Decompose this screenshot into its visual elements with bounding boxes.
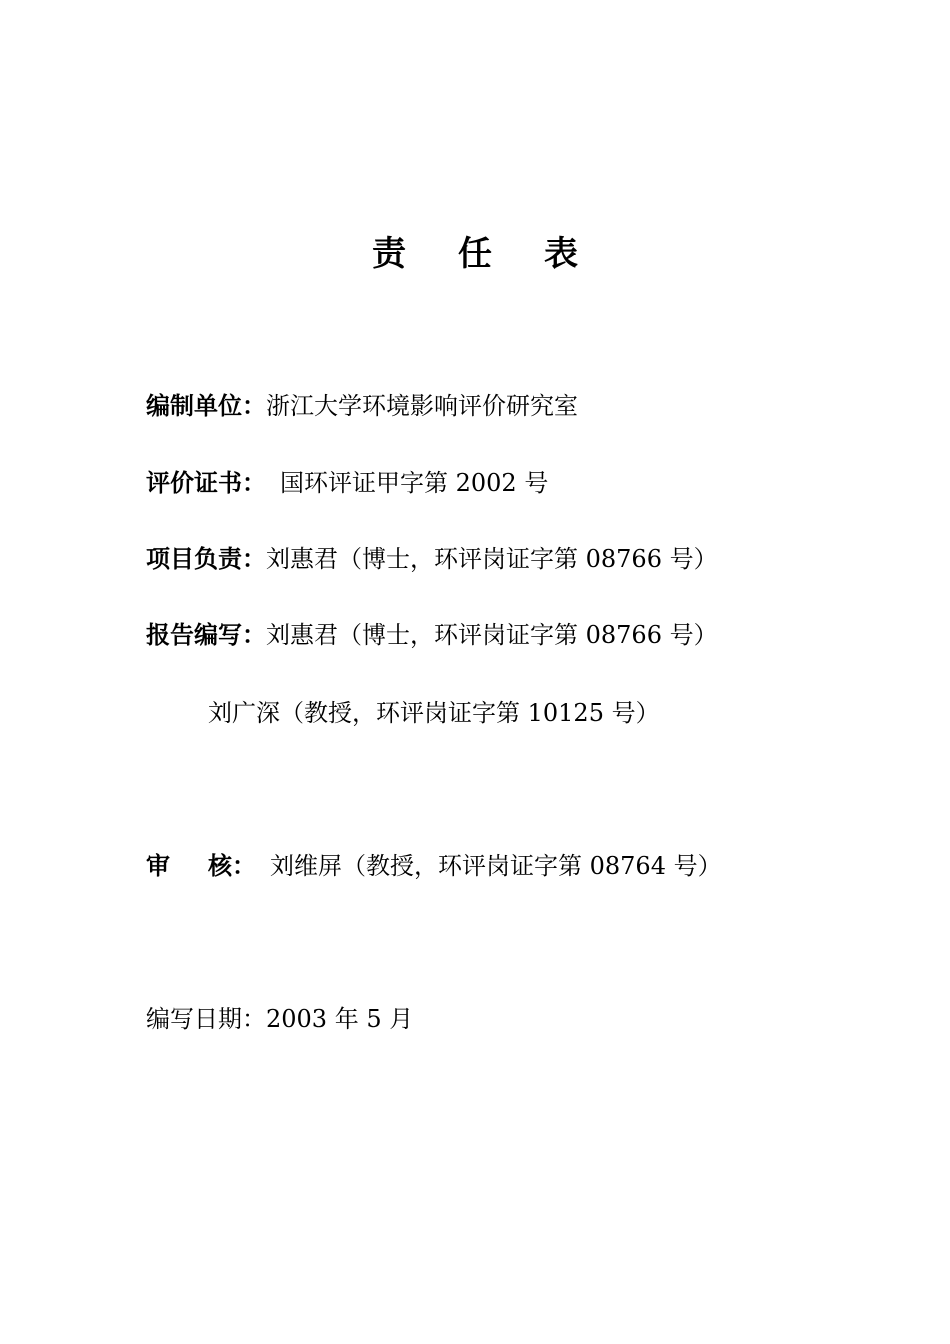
review-label-first: 审 [146, 852, 170, 880]
title-char-1: 责 [372, 234, 406, 274]
report-writer-row-2 [208, 697, 660, 729]
unit-row [146, 390, 578, 422]
project-lead-value: 刘惠君（博士，环评岗证字第 08766 号） [266, 545, 718, 573]
title-char-3: 表 [544, 234, 578, 274]
date-label: 编写日期： [146, 1005, 266, 1033]
certificate-row [146, 467, 548, 499]
certificate-value: 国环评证甲字第 2002 号 [280, 469, 549, 497]
unit-value: 浙江大学环境影响评价研究室 [266, 392, 578, 420]
review-label-second: 核： [208, 852, 256, 880]
page-title [0, 226, 950, 275]
title-char-2: 任 [458, 234, 492, 274]
review-label [146, 852, 256, 880]
report-writer-row [146, 619, 718, 651]
report-writer-value: 刘惠君（博士，环评岗证字第 08766 号） [266, 621, 718, 649]
review-row [146, 850, 722, 882]
certificate-label: 评价证书： [146, 469, 266, 497]
project-lead-row [146, 543, 718, 575]
date-value: 2003 年 5 月 [266, 1005, 414, 1033]
report-writer-value-2: 刘广深（教授，环评岗证字第 10125 号） [208, 699, 660, 727]
date-row [146, 1003, 413, 1035]
report-writer-label: 报告编写： [146, 621, 266, 649]
unit-label: 编制单位： [146, 392, 266, 420]
review-value: 刘维屏（教授，环评岗证字第 08764 号） [270, 852, 722, 880]
project-lead-label: 项目负责： [146, 545, 266, 573]
